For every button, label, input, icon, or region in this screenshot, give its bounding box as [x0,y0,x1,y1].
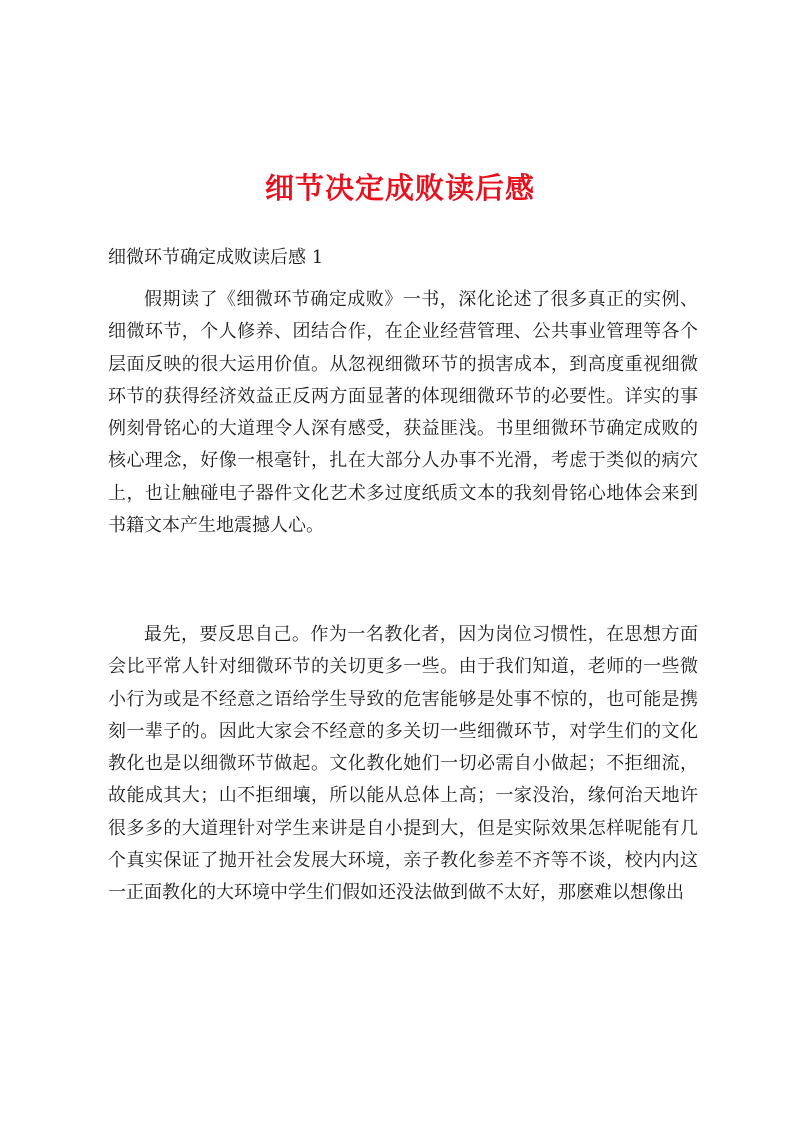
paragraph-2: 最先，要反思自己。作为一名教化者，因为岗位习惯性，在思想方面会比平常人针对细微环节的关切更多一些。由于我们知道，老师的一些微小行为或是不经意之语给学生导致的危害能够是处事不惊的，也可能是携刻一辈子的。因此大家会不经意的多关切一些细微环节，对学生们的文化教化也是以细微环节做起。文化教化她们一切必需自小做起；不拒细流，故能成其大；山不拒细壤，所以能从总体上高；一家没治，缘何治天地许很多多的大道理针对学生来讲是自小提到大，但是实际效果怎样呢能有几个真实保证了抛开社会发展大环境，亲子教化参差不齐等不谈，校内内这一正面教化的大环境中学生们假如还没法做到做不太好，那麽难以想像出 [108,624,698,904]
document-title: 细节决定成败读后感 [264,171,535,205]
section-heading: 细微环节确定成败读后感 1 [108,247,324,268]
paragraph-1: 假期读了《细微环节确定成败》一书，深化论述了很多真正的实例、细微环节，个人修养、团结合作，在企业经营管理、公共事业管理等各个层面反映的很大运用价值。从忽视细微环节的损害成本，到高度重视细微环节的获得经济效益正反两方面显著的体现细微环节的必要性。详实的事例刻骨铭心的大道理令人深有感受，获益匪浅。书里细微环节确定成败的核心理念，好像一根毫针，扎在大部分人办事不光滑，考虑于类似的病穴上，也让触碰电子器件文化艺术多过度纸质文本的我刻骨铭心地体会来到书籍文本产生地震撼人心。 [108,289,698,537]
